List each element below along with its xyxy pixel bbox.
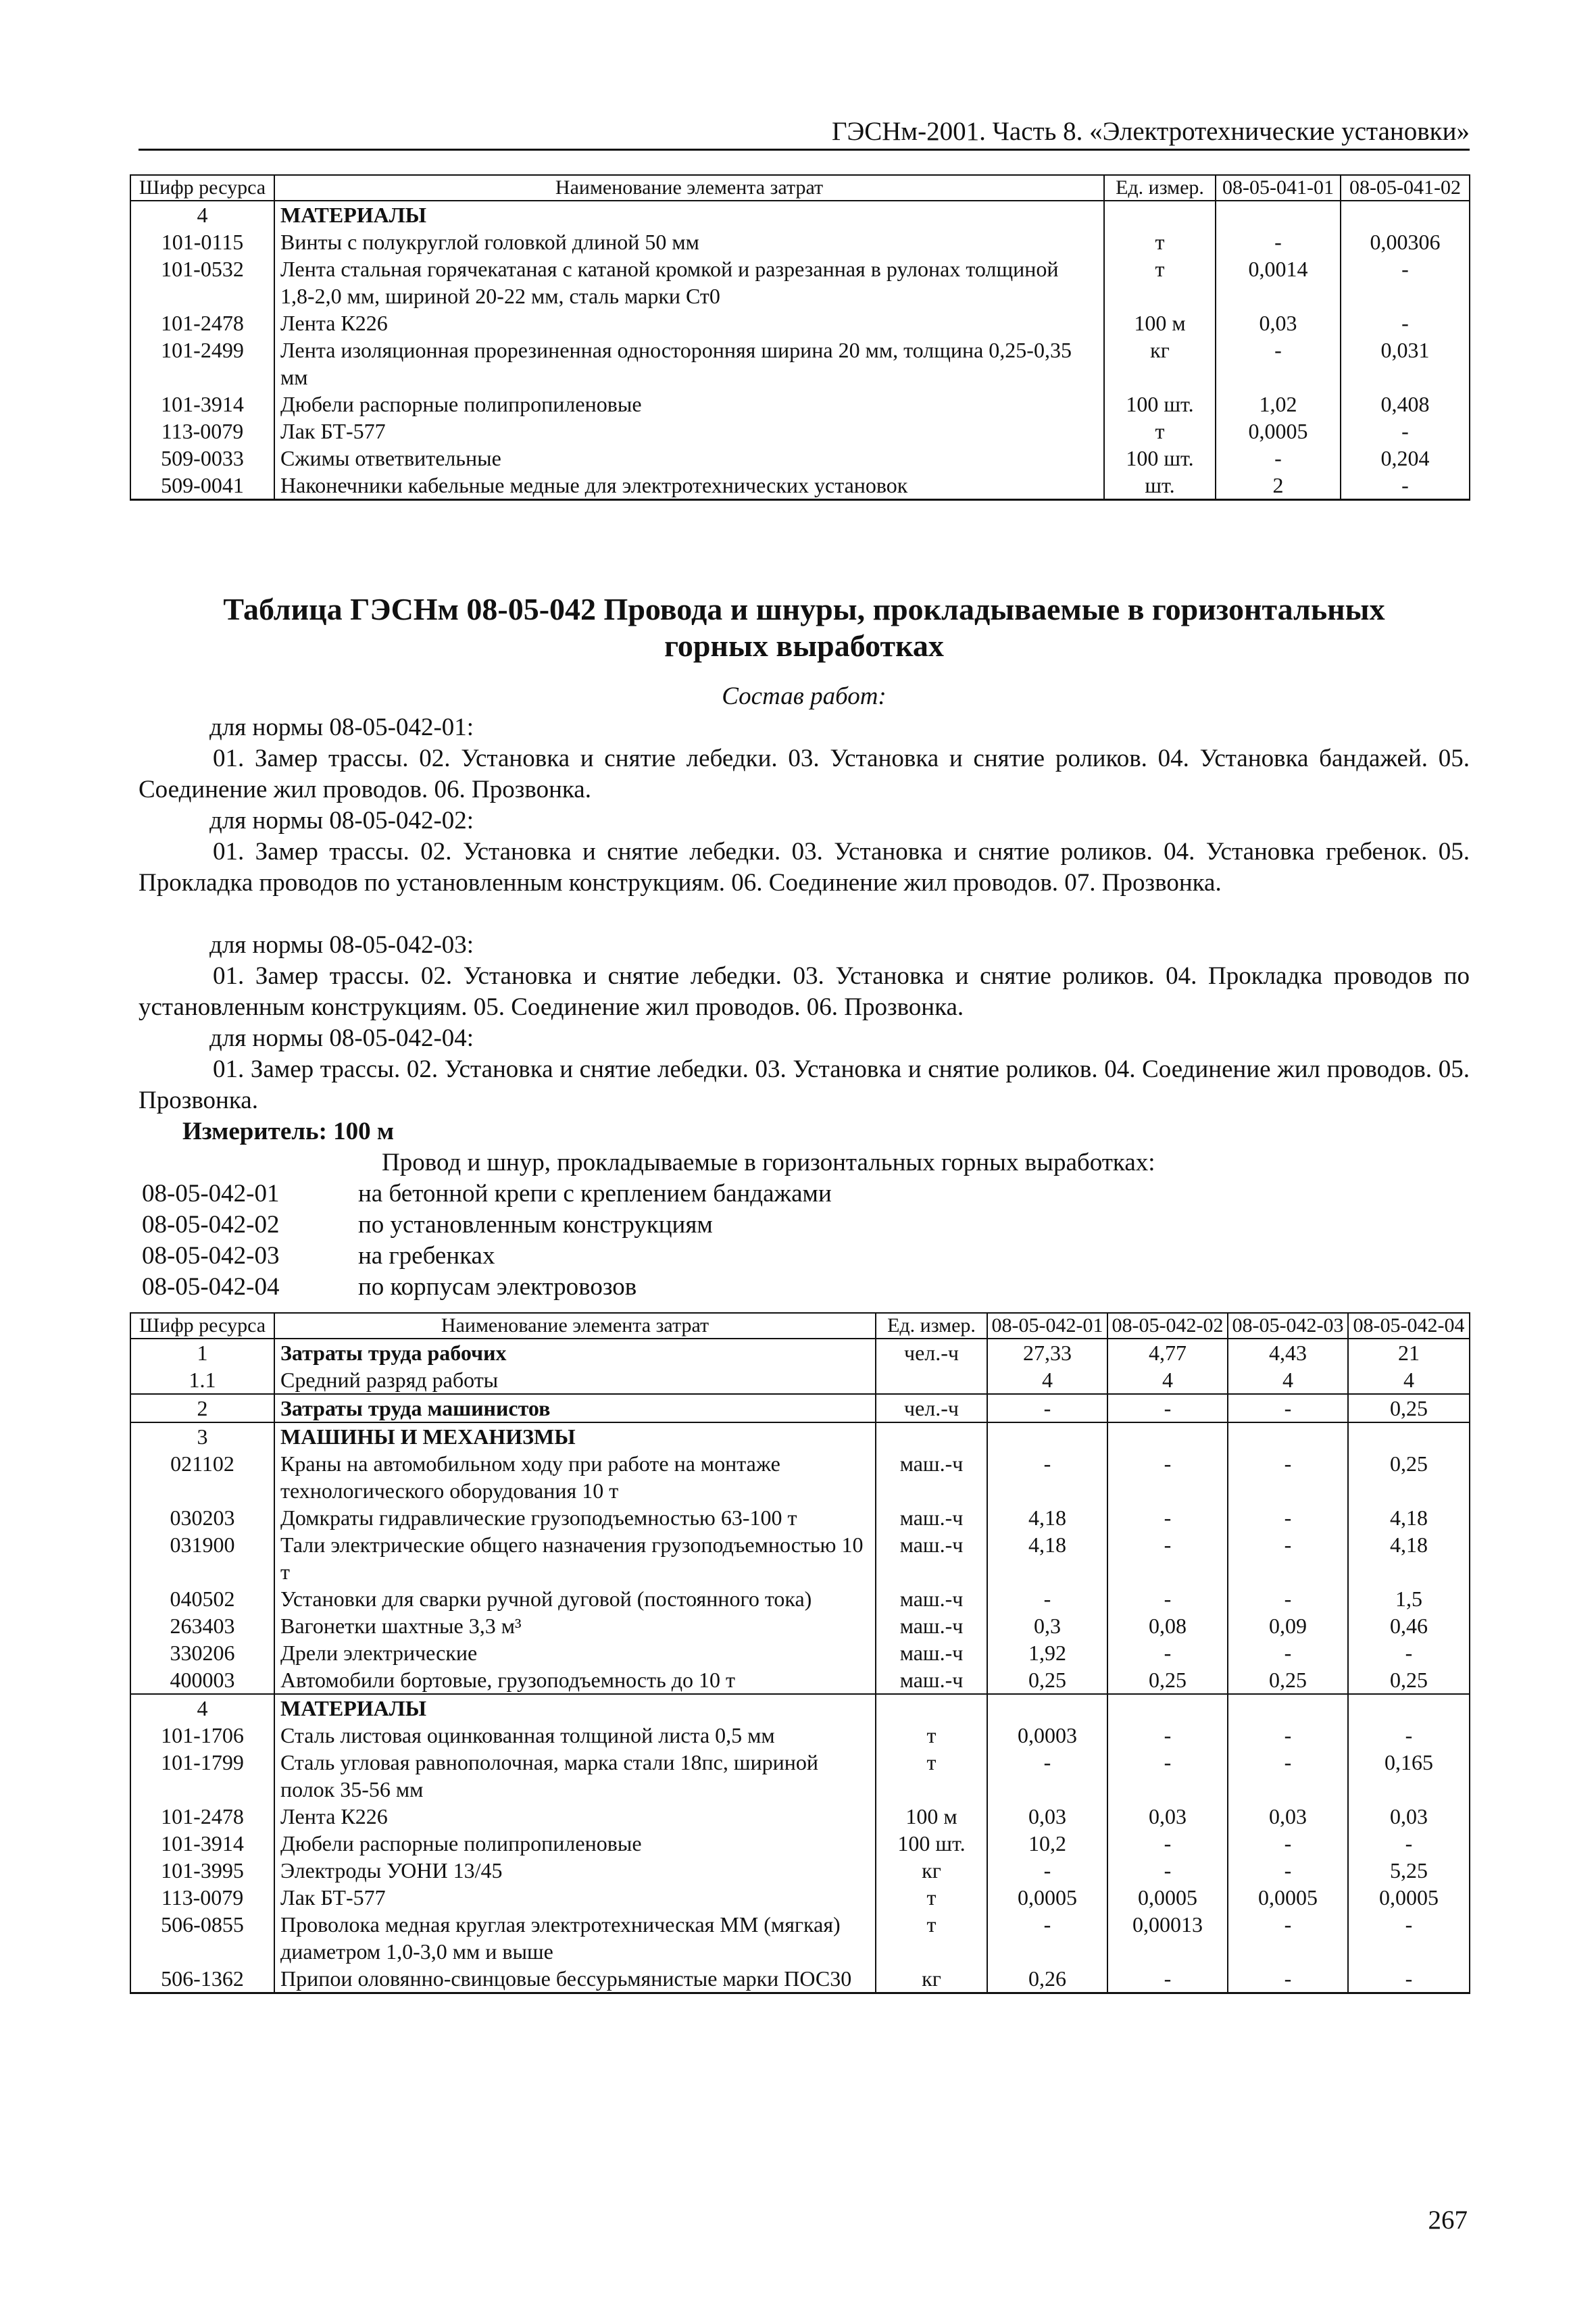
composition-label: Состав работ:	[722, 682, 887, 710]
resources-table-042	[130, 1312, 1470, 1994]
cell-name: Вагонетки шахтные 3,3 м³	[274, 1612, 876, 1639]
cell-name: Электроды УОНИ 13/45	[274, 1857, 876, 1884]
cell-value: 0,25	[987, 1666, 1107, 1694]
cell-unit: кг	[876, 1965, 987, 1993]
cell-unit: т	[876, 1911, 987, 1965]
cell-unit: т	[1104, 228, 1216, 255]
cell-value: -	[1341, 309, 1470, 337]
cell-value: 0,3	[987, 1612, 1107, 1639]
cell-value: 0,03	[1228, 1803, 1348, 1830]
cell-unit: 100 шт.	[1104, 445, 1216, 472]
variant-code: 08-05-042-01	[142, 1180, 280, 1208]
cell-unit	[876, 1694, 987, 1722]
cell-name: Краны на автомобильном ходу при работе на монтаже технологического оборудования 10 т	[274, 1450, 876, 1504]
cell-name: Припои оловянно-свинцовые бессурьмянистые марки ПОС30	[274, 1965, 876, 1993]
table-row	[130, 1612, 1470, 1639]
cell-value: -	[987, 1749, 1107, 1803]
variants-intro: Провод и шнур, прокладываемые в горизонтальных горных выработках:	[382, 1149, 1155, 1176]
table-header-row	[130, 1313, 1470, 1339]
cell-name: Затраты труда машинистов	[274, 1394, 876, 1422]
table-row	[130, 1394, 1470, 1422]
cell-code: 031900	[130, 1531, 274, 1585]
table-row	[130, 472, 1470, 500]
table-row	[130, 1639, 1470, 1666]
cell-unit: кг	[876, 1857, 987, 1884]
cell-value: -	[1341, 255, 1470, 309]
cell-value: -	[1107, 1394, 1228, 1422]
cell-unit: маш.-ч	[876, 1612, 987, 1639]
cell-value: 4,18	[1348, 1504, 1470, 1531]
cell-value: -	[1107, 1450, 1228, 1504]
cell-name: Тали электрические общего назначения грузоподъемностью 10 т	[274, 1531, 876, 1585]
cell-value: 0,08	[1107, 1612, 1228, 1639]
cell-value: -	[1348, 1965, 1470, 1993]
cell-name: Домкраты гидравлические грузоподъемностью 63-100 т	[274, 1504, 876, 1531]
cell-value: -	[1107, 1504, 1228, 1531]
cell-value: -	[1107, 1639, 1228, 1666]
cell-value: 0,25	[1348, 1450, 1470, 1504]
cell-code: 021102	[130, 1450, 274, 1504]
table-row	[130, 1450, 1470, 1504]
cell-name: Сжимы ответвительные	[274, 445, 1104, 472]
norm-head-1: для нормы 08-05-042-01:	[209, 714, 474, 741]
cell-value: -	[1107, 1830, 1228, 1857]
cell-name: Лак БТ-577	[274, 1884, 876, 1911]
cell-name: МАТЕРИАЛЫ	[274, 1694, 876, 1722]
norm-head-4: для нормы 08-05-042-04:	[209, 1024, 474, 1052]
cell-name: Лак БТ-577	[274, 418, 1104, 445]
cell-name: Лента стальная горячекатаная с катаной кромкой и разрезанная в рулонах толщиной 1,8-2,0 мм, шириной 20-22 мм, сталь марки Ст0	[274, 255, 1104, 309]
cell-code: 506-0855	[130, 1911, 274, 1965]
cell-unit: т	[876, 1884, 987, 1911]
cell-value: -	[987, 1857, 1107, 1884]
cell-value: -	[1348, 1722, 1470, 1749]
cell-name: Автомобили бортовые, грузоподъемность до 10 т	[274, 1666, 876, 1694]
cell-unit: маш.-ч	[876, 1639, 987, 1666]
cell-unit: 100 шт.	[876, 1830, 987, 1857]
cell-code: 509-0041	[130, 472, 274, 500]
cell-name: Лента изоляционная прорезиненная односторонняя ширина 20 мм, толщина 0,25-0,35 мм	[274, 337, 1104, 391]
cell-unit: маш.-ч	[876, 1450, 987, 1504]
cell-value: 4	[1228, 1366, 1348, 1394]
cell-unit: т	[876, 1749, 987, 1803]
table-row	[130, 1422, 1470, 1450]
table-row	[130, 391, 1470, 418]
cell-value: 4,18	[987, 1504, 1107, 1531]
cell-value: 21	[1348, 1339, 1470, 1366]
cell-code: 4	[130, 1694, 274, 1722]
cell-unit: маш.-ч	[876, 1531, 987, 1585]
page-number: 267	[1428, 2206, 1468, 2235]
norm-text-3: 01. Замер трассы. 02. Установка и снятие лебедки. 03. Установка и снятие роликов. 04. Прокладка проводов по установленным конструкциям. 05. Соединение жил проводов. 06. Прозвонка.	[139, 962, 1470, 1021]
cell-value: 0,03	[1107, 1803, 1228, 1830]
cell-value	[1341, 201, 1470, 228]
cell-unit	[876, 1422, 987, 1450]
cell-name: МАШИНЫ И МЕХАНИЗМЫ	[274, 1422, 876, 1450]
norm-text-2: 01. Замер трассы. 02. Установка и снятие лебедки. 03. Установка и снятие роликов. 04. Установка гребенок. 05. Прокладка проводов по установленным конструкциям. 06. Соединение жил проводов. 07. Прозвонка.	[139, 838, 1470, 897]
norm-text-1: 01. Замер трассы. 02. Установка и снятие лебедки. 03. Установка и снятие роликов. 04. Установка бандажей. 05. Соединение жил проводов. 06. Прозвонка.	[139, 745, 1470, 803]
cell-unit: маш.-ч	[876, 1504, 987, 1531]
cell-name: Наконечники кабельные медные для электротехнических установок	[274, 472, 1104, 500]
header-col4: 08-05-042-04	[1348, 1313, 1470, 1339]
cell-code: 4	[130, 201, 274, 228]
cell-value: -	[1341, 472, 1470, 500]
cell-value	[987, 1422, 1107, 1450]
cell-value: 0,09	[1228, 1612, 1348, 1639]
cell-value: 4	[1348, 1366, 1470, 1394]
cell-name: Сталь листовая оцинкованная толщиной листа 0,5 мм	[274, 1722, 876, 1749]
cell-value: 2	[1216, 472, 1341, 500]
cell-code: 101-1706	[130, 1722, 274, 1749]
table-row	[130, 1911, 1470, 1965]
cell-value: 5,25	[1348, 1857, 1470, 1884]
table-row	[130, 1531, 1470, 1585]
cell-code: 101-2478	[130, 309, 274, 337]
cell-name: Затраты труда рабочих	[274, 1339, 876, 1366]
table-title-line2: горных выработках	[664, 628, 944, 663]
norm-head-2: для нормы 08-05-042-02:	[209, 807, 474, 835]
cell-value: -	[1228, 1639, 1348, 1666]
cell-value: -	[1107, 1585, 1228, 1612]
variant-text: на бетонной крепи с креплением бандажами	[358, 1180, 832, 1208]
cell-value: 0,00306	[1341, 228, 1470, 255]
cell-unit: маш.-ч	[876, 1666, 987, 1694]
cell-name: Установки для сварки ручной дуговой (постоянного тока)	[274, 1585, 876, 1612]
cell-name: Средний разряд работы	[274, 1366, 876, 1394]
table-row	[130, 255, 1470, 309]
cell-code: 1.1	[130, 1366, 274, 1394]
cell-value: 0,25	[1348, 1666, 1470, 1694]
cell-unit: 100 м	[876, 1803, 987, 1830]
cell-name: Сталь угловая равнополочная, марка стали 18пс, шириной полок 35-56 мм	[274, 1749, 876, 1803]
cell-value: -	[1228, 1911, 1348, 1965]
cell-value: -	[1228, 1531, 1348, 1585]
cell-code: 113-0079	[130, 1884, 274, 1911]
variant-text: по корпусам электровозов	[358, 1273, 637, 1301]
cell-unit	[1104, 201, 1216, 228]
cell-value	[1348, 1694, 1470, 1722]
header-col1: 08-05-042-01	[987, 1313, 1107, 1339]
cell-value: 0,0005	[1107, 1884, 1228, 1911]
variant-text: по установленным конструкциям	[358, 1211, 713, 1239]
norm-head-3: для нормы 08-05-042-03:	[209, 931, 474, 959]
table-row	[130, 445, 1470, 472]
meter-line	[182, 1116, 394, 1147]
cell-value: 1,5	[1348, 1585, 1470, 1612]
cell-unit: шт.	[1104, 472, 1216, 500]
cell-code: 101-1799	[130, 1749, 274, 1803]
cell-value: -	[987, 1585, 1107, 1612]
cell-unit: маш.-ч	[876, 1585, 987, 1612]
table-row	[130, 1965, 1470, 1993]
cell-name: Винты с полукруглой головкой длиной 50 мм	[274, 228, 1104, 255]
cell-code: 506-1362	[130, 1965, 274, 1993]
cell-value: 0,0003	[987, 1722, 1107, 1749]
header-name: Наименование элемента затрат	[274, 1313, 876, 1339]
cell-code: 400003	[130, 1666, 274, 1694]
cell-unit: 100 м	[1104, 309, 1216, 337]
table-header-row	[130, 175, 1470, 201]
running-header: ГЭСНм-2001. Часть 8. «Электротехнические установки»	[831, 117, 1470, 146]
cell-value: 0,25	[1107, 1666, 1228, 1694]
cell-value: 0,031	[1341, 337, 1470, 391]
header-code: Шифр ресурса	[130, 175, 274, 201]
meter-label: Измеритель:	[182, 1118, 327, 1145]
cell-value: 0,26	[987, 1965, 1107, 1993]
cell-value: 0,0005	[1216, 418, 1341, 445]
cell-value: 4,43	[1228, 1339, 1348, 1366]
cell-code: 509-0033	[130, 445, 274, 472]
header-col3: 08-05-042-03	[1228, 1313, 1348, 1339]
resources-table-041	[130, 174, 1470, 501]
cell-value	[1216, 201, 1341, 228]
norm-text-4: 01. Замер трассы. 02. Установка и снятие лебедки. 03. Установка и снятие роликов. 04. Соединение жил проводов. 05. Прозвонка.	[139, 1055, 1470, 1114]
cell-value: 0,00013	[1107, 1911, 1228, 1965]
cell-value: -	[1228, 1830, 1348, 1857]
cell-value: -	[1228, 1585, 1348, 1612]
table-row	[130, 309, 1470, 337]
cell-value: -	[1228, 1722, 1348, 1749]
cell-value: -	[1348, 1911, 1470, 1965]
cell-code: 263403	[130, 1612, 274, 1639]
cell-unit: т	[876, 1722, 987, 1749]
cell-code: 1	[130, 1339, 274, 1366]
cell-value: 0,03	[1216, 309, 1341, 337]
cell-unit: чел.-ч	[876, 1394, 987, 1422]
cell-name: МАТЕРИАЛЫ	[274, 201, 1104, 228]
header-unit: Ед. измер.	[876, 1313, 987, 1339]
cell-value: -	[1107, 1749, 1228, 1803]
cell-value: -	[1107, 1857, 1228, 1884]
cell-value: 4,18	[987, 1531, 1107, 1585]
cell-code: 3	[130, 1422, 274, 1450]
cell-value: 4,77	[1107, 1339, 1228, 1366]
cell-value: -	[1228, 1857, 1348, 1884]
table-row	[130, 1366, 1470, 1394]
cell-name: Лента К226	[274, 1803, 876, 1830]
table-row	[130, 1830, 1470, 1857]
cell-value: 4	[1107, 1366, 1228, 1394]
cell-value: -	[1216, 445, 1341, 472]
cell-code: 101-3995	[130, 1857, 274, 1884]
cell-value: -	[987, 1394, 1107, 1422]
cell-unit: т	[1104, 255, 1216, 309]
cell-code: 113-0079	[130, 418, 274, 445]
cell-code: 040502	[130, 1585, 274, 1612]
variant-code: 08-05-042-03	[142, 1242, 280, 1270]
table-row	[130, 1504, 1470, 1531]
cell-value	[987, 1694, 1107, 1722]
cell-code: 330206	[130, 1639, 274, 1666]
cell-value: -	[987, 1450, 1107, 1504]
variant-code: 08-05-042-04	[142, 1273, 280, 1301]
table-row	[130, 1339, 1470, 1366]
header-col2: 08-05-042-02	[1107, 1313, 1228, 1339]
table-row	[130, 1884, 1470, 1911]
cell-value: 0,25	[1228, 1666, 1348, 1694]
cell-unit: кг	[1104, 337, 1216, 391]
cell-value	[1228, 1422, 1348, 1450]
header-unit: Ед. измер.	[1104, 175, 1216, 201]
cell-unit: т	[1104, 418, 1216, 445]
cell-code: 101-2478	[130, 1803, 274, 1830]
cell-code: 101-0115	[130, 228, 274, 255]
cell-value: 4,18	[1348, 1531, 1470, 1585]
cell-value: -	[1228, 1965, 1348, 1993]
cell-value: -	[987, 1911, 1107, 1965]
cell-value: 0,46	[1348, 1612, 1470, 1639]
table-row	[130, 1666, 1470, 1694]
cell-value	[1348, 1422, 1470, 1450]
cell-value: -	[1107, 1722, 1228, 1749]
cell-code: 101-3914	[130, 391, 274, 418]
cell-value: 1,92	[987, 1639, 1107, 1666]
cell-value: -	[1348, 1830, 1470, 1857]
cell-value: 0,03	[1348, 1803, 1470, 1830]
cell-value: 0,204	[1341, 445, 1470, 472]
cell-value: 0,0005	[987, 1884, 1107, 1911]
cell-value	[1107, 1694, 1228, 1722]
table-row	[130, 201, 1470, 228]
header-name: Наименование элемента затрат	[274, 175, 1104, 201]
cell-code: 101-3914	[130, 1830, 274, 1857]
cell-name: Лента К226	[274, 309, 1104, 337]
cell-value: 0,165	[1348, 1749, 1470, 1803]
header-col1: 08-05-041-01	[1216, 175, 1341, 201]
cell-value: 0,0005	[1348, 1884, 1470, 1911]
cell-code: 030203	[130, 1504, 274, 1531]
cell-value: 0,0005	[1228, 1884, 1348, 1911]
cell-value: 10,2	[987, 1830, 1107, 1857]
variant-text: на гребенках	[358, 1242, 495, 1270]
table-row	[130, 228, 1470, 255]
cell-value: -	[1228, 1450, 1348, 1504]
cell-value: 0,25	[1348, 1394, 1470, 1422]
cell-value: -	[1228, 1394, 1348, 1422]
variant-code: 08-05-042-02	[142, 1211, 280, 1239]
table-row	[130, 418, 1470, 445]
cell-name: Проволока медная круглая электротехническая ММ (мягкая) диаметром 1,0-3,0 мм и выше	[274, 1911, 876, 1965]
cell-name: Дрели электрические	[274, 1639, 876, 1666]
header-col2: 08-05-041-02	[1341, 175, 1470, 201]
cell-unit	[876, 1366, 987, 1394]
cell-value: 0,408	[1341, 391, 1470, 418]
cell-code: 2	[130, 1394, 274, 1422]
header-rule	[139, 149, 1470, 151]
cell-unit: чел.-ч	[876, 1339, 987, 1366]
cell-value: -	[1107, 1965, 1228, 1993]
table-row	[130, 1694, 1470, 1722]
cell-value: -	[1216, 228, 1341, 255]
cell-value: -	[1216, 337, 1341, 391]
table-row	[130, 1803, 1470, 1830]
cell-code: 101-0532	[130, 255, 274, 309]
cell-code: 101-2499	[130, 337, 274, 391]
table-row	[130, 1749, 1470, 1803]
cell-unit: 100 шт.	[1104, 391, 1216, 418]
cell-value: 1,02	[1216, 391, 1341, 418]
header-code: Шифр ресурса	[130, 1313, 274, 1339]
cell-value: -	[1228, 1504, 1348, 1531]
cell-value: 4	[987, 1366, 1107, 1394]
cell-value	[1228, 1694, 1348, 1722]
cell-value: -	[1348, 1639, 1470, 1666]
cell-value	[1107, 1422, 1228, 1450]
table-row	[130, 1857, 1470, 1884]
cell-value: -	[1107, 1531, 1228, 1585]
table-title-line1: Таблица ГЭСНм 08-05-042 Провода и шнуры, прокладываемые в горизонтальных	[223, 592, 1385, 626]
cell-value: -	[1341, 418, 1470, 445]
table-row	[130, 1722, 1470, 1749]
cell-value: 0,0014	[1216, 255, 1341, 309]
meter-value: 100 м	[333, 1118, 395, 1145]
cell-value: 27,33	[987, 1339, 1107, 1366]
table-row	[130, 1585, 1470, 1612]
cell-name: Дюбели распорные полипропиленовые	[274, 1830, 876, 1857]
table-row	[130, 337, 1470, 391]
cell-value: 0,03	[987, 1803, 1107, 1830]
cell-value: -	[1228, 1749, 1348, 1803]
cell-name: Дюбели распорные полипропиленовые	[274, 391, 1104, 418]
